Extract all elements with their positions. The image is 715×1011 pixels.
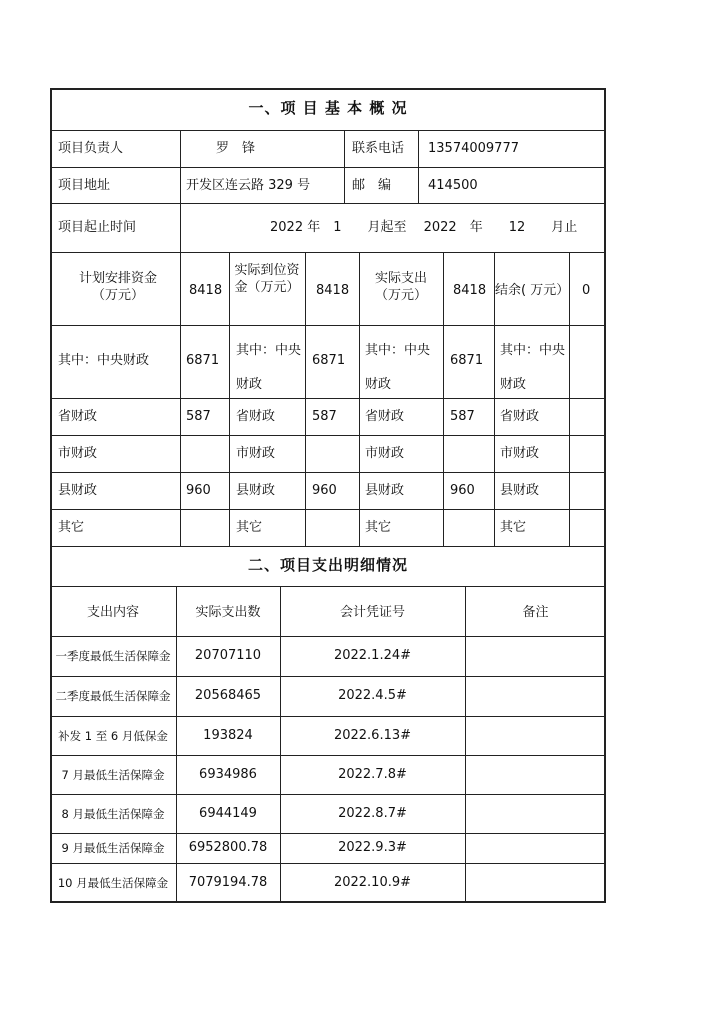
row-city-c4: 市财政 [500, 446, 540, 461]
col-divider [180, 252, 181, 546]
row-other-c2: 其它 [236, 520, 263, 535]
col-divider [180, 130, 181, 203]
col-header-note: 备注 [522, 605, 549, 620]
col-divider [465, 586, 466, 903]
row-central-c2: 其中：中央财政 [236, 343, 302, 392]
detail-voucher: 2022.8.7# [338, 806, 407, 821]
row-county-c3: 县财政 [365, 483, 405, 498]
row-province-c1: 省财政 [58, 409, 98, 424]
detail-voucher: 2022.4.5# [338, 688, 407, 703]
planned-funds-value: 8418 [189, 283, 223, 298]
row-central-c4: 其中：中央财政 [500, 343, 566, 392]
received-funds-value: 8418 [316, 283, 350, 298]
detail-amount: 20568465 [194, 688, 262, 703]
spent-funds-value: 8418 [453, 283, 487, 298]
col-divider [359, 252, 360, 546]
row-central-c1: 其中：中央财政 [58, 353, 150, 368]
row-county-v1: 960 [186, 483, 211, 498]
detail-amount: 7079194.78 [188, 875, 268, 890]
detail-voucher: 2022.10.9# [333, 875, 412, 890]
row-county-c1: 县财政 [58, 483, 98, 498]
phone-value: 13574009777 [428, 141, 519, 156]
row-divider [50, 509, 606, 510]
detail-content: 一季度最低生活保障金 [55, 649, 171, 663]
planned-funds-label: 计划安排资金（万元） [78, 271, 157, 303]
col-divider [418, 130, 419, 203]
row-province-v3: 587 [450, 409, 475, 424]
address-value: 开发区连云路 329 号 [186, 178, 311, 193]
detail-amount: 6952800.78 [188, 840, 268, 855]
row-city-c3: 市财政 [365, 446, 405, 461]
phone-label: 联系电话 [352, 141, 405, 156]
detail-content: 10 月最低生活保障金 [57, 876, 169, 890]
row-divider [50, 636, 606, 637]
row-county-c4: 县财政 [500, 483, 540, 498]
detail-content: 9 月最低生活保障金 [61, 841, 165, 855]
col-divider [180, 203, 181, 252]
col-header-content: 支出内容 [86, 605, 139, 620]
col-divider [344, 130, 345, 203]
detail-voucher: 2022.9.3# [338, 840, 407, 855]
row-divider [50, 472, 606, 473]
detail-amount: 193824 [203, 728, 253, 743]
row-central-v1: 6871 [186, 353, 220, 368]
detail-amount: 6944149 [199, 806, 257, 821]
received-funds-label: 实际到位资金（万元） [234, 263, 300, 295]
col-divider [443, 252, 444, 546]
period-value: 2022 年 1 月起至 2022 年 12 月止 [270, 220, 578, 235]
section1-title: 一、项 目 基 本 概 况 [248, 99, 408, 117]
row-county-v3: 960 [450, 483, 475, 498]
balance-value: 0 [582, 283, 591, 298]
period-label: 项目起止时间 [58, 220, 137, 235]
row-divider [50, 863, 606, 864]
row-other-c1: 其它 [58, 520, 85, 535]
row-divider [50, 716, 606, 717]
col-header-amount: 实际支出数 [195, 605, 261, 620]
spent-funds-label: 实际支出（万元） [374, 271, 427, 303]
row-province-c2: 省财政 [236, 409, 276, 424]
row-province-v1: 587 [186, 409, 211, 424]
detail-content: 补发 1 至 6 月低保金 [58, 729, 168, 743]
postcode-label: 邮 编 [352, 178, 392, 193]
row-county-v2: 960 [312, 483, 337, 498]
row-province-c4: 省财政 [500, 409, 540, 424]
row-divider [50, 586, 606, 587]
postcode-value: 414500 [428, 178, 478, 193]
detail-voucher: 2022.1.24# [333, 648, 412, 663]
detail-voucher: 2022.6.13# [333, 728, 412, 743]
detail-content: 8 月最低生活保障金 [61, 807, 165, 821]
row-province-c3: 省财政 [365, 409, 405, 424]
col-header-voucher: 会计凭证号 [339, 605, 405, 620]
row-central-v2: 6871 [312, 353, 346, 368]
leader-value: 罗 锋 [216, 141, 256, 156]
col-divider [229, 252, 230, 546]
row-divider [50, 794, 606, 795]
detail-voucher: 2022.7.8# [338, 767, 407, 782]
row-divider [50, 435, 606, 436]
section2-title: 二、项目支出明细情况 [247, 556, 408, 574]
col-divider [305, 252, 306, 546]
row-county-c2: 县财政 [236, 483, 276, 498]
row-city-c2: 市财政 [236, 446, 276, 461]
leader-label: 项目负责人 [58, 141, 124, 156]
row-central-v3: 6871 [450, 353, 484, 368]
detail-content: 二季度最低生活保障金 [55, 689, 171, 703]
row-divider [50, 167, 606, 168]
row-other-c3: 其它 [365, 520, 392, 535]
col-divider [569, 252, 570, 546]
row-divider [50, 833, 606, 834]
balance-label: 结余( 万元） [495, 283, 570, 298]
row-divider [50, 676, 606, 677]
row-city-c1: 市财政 [58, 446, 98, 461]
row-divider [50, 203, 606, 204]
row-divider [50, 325, 606, 326]
row-province-v2: 587 [312, 409, 337, 424]
row-divider [50, 130, 606, 131]
detail-amount: 20707110 [194, 648, 262, 663]
row-divider [50, 546, 606, 547]
row-divider [50, 755, 606, 756]
detail-content: 7 月最低生活保障金 [61, 768, 165, 782]
row-central-c3: 其中：中央财政 [365, 343, 431, 392]
row-other-c4: 其它 [500, 520, 527, 535]
address-label: 项目地址 [58, 178, 111, 193]
row-divider [50, 252, 606, 253]
detail-amount: 6934986 [199, 767, 257, 782]
